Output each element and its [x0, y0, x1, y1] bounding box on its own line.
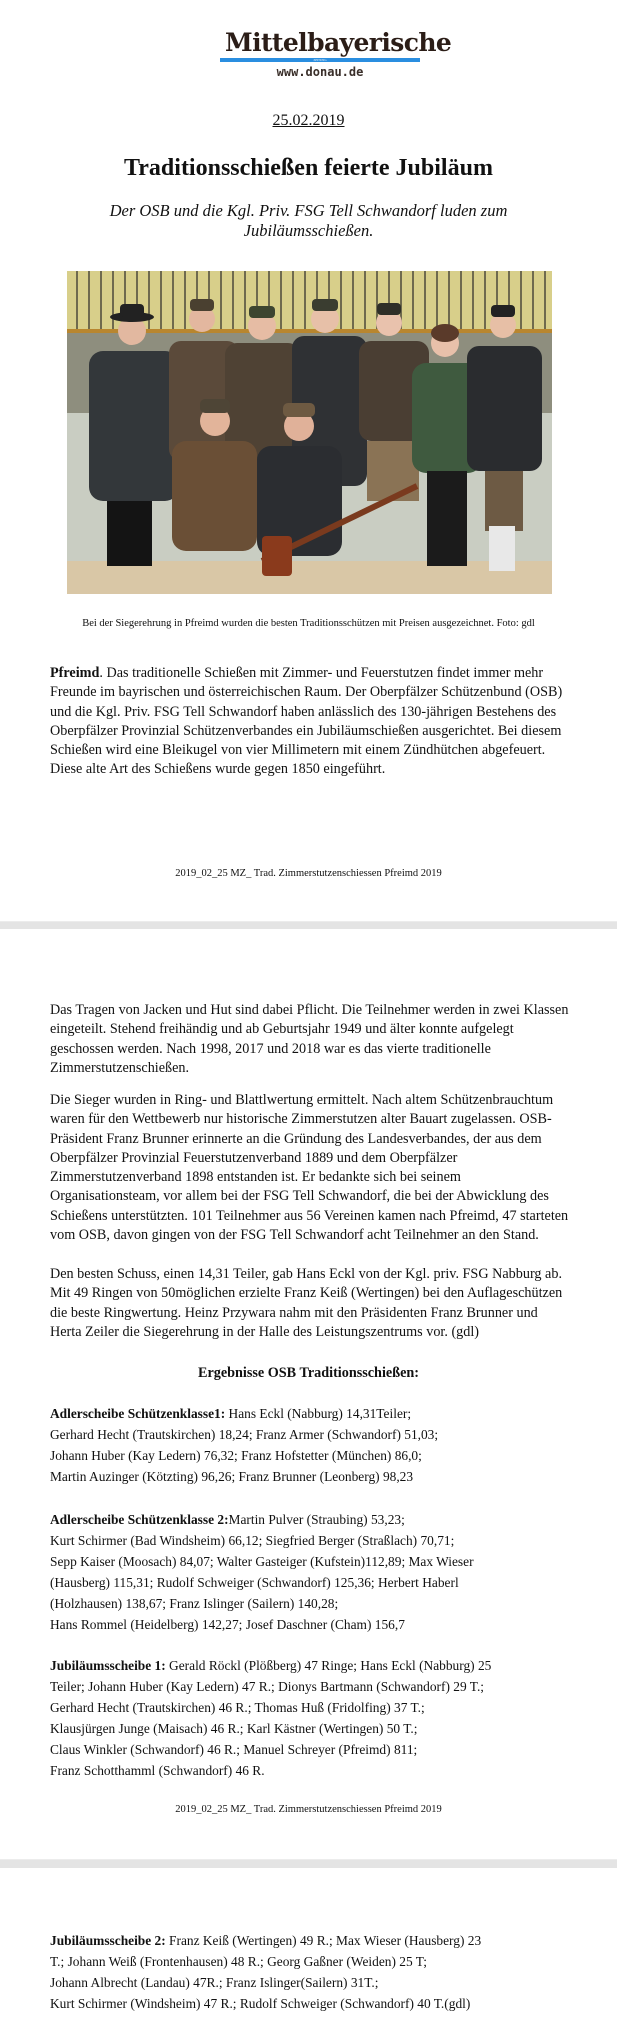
page-1: [0, 0, 617, 918]
results-line: (Holzhausen) 138,67; Franz Islinger (Sailern) 140,28;: [50, 1596, 339, 1611]
page-footer-2: 2019_02_25 MZ_ Trad. Zimmerstutzenschiessen Pfreimd 2019: [175, 1804, 442, 1815]
results-line: Gerhard Hecht (Trautskirchen) 18,24; Franz Armer (Schwandorf) 51,03;: [50, 1427, 439, 1442]
paragraph-text: Den besten Schuss, einen 14,31 Teiler, gab Hans Eckl von der Kgl. priv. FSG Nabburg ab. Mit 49 Ringen von 50möglichen erzielte Franz Keiß (Wertingen) bei den Auflageschützen die beste Ringwertung. Heinz Przywara nahm mit den Präsidenten Franz Brunner und Herta Zeiler die Siegerehrung in der Halle des Leistungszentrums vor. (gdl): [50, 1266, 563, 1340]
results-line: Sepp Kaiser (Moosach) 84,07; Walter Gasteiger (Kufstein)112,89; Max Wieser: [50, 1554, 474, 1569]
results-line: Franz Schotthamml (Schwandorf) 46 R.: [50, 1763, 265, 1778]
results-line: Martin Auzinger (Kötzting) 96,26; Franz Brunner (Leonberg) 98,23: [50, 1469, 414, 1484]
article-date: 25.02.2019: [272, 112, 345, 129]
results-label: Jubiläumsscheibe 2:: [50, 1933, 166, 1948]
results-line: T.; Johann Weiß (Frontenhausen) 48 R.; Georg Gaßner (Weiden) 25 T;: [50, 1954, 427, 1969]
results-line: Kurt Schirmer (Bad Windsheim) 66,12; Siegfried Berger (Straßlach) 70,71;: [50, 1533, 455, 1548]
lead-place: Pfreimd: [50, 665, 100, 681]
logo-tagline: ZEITUNG: [313, 58, 327, 62]
results-line: Martin Pulver (Straubing) 53,23;: [228, 1512, 405, 1527]
lead-paragraph: [50, 664, 570, 780]
page-2: [0, 929, 617, 1844]
newspaper-logo: [225, 28, 452, 79]
results-line: Hans Eckl (Nabburg) 14,31Teiler;: [225, 1406, 412, 1421]
results-line: Johann Huber (Kay Ledern) 76,32; Franz Hofstetter (München) 86,0;: [50, 1448, 422, 1463]
results-line: Hans Rommel (Heidelberg) 142,27; Josef Daschner (Cham) 156,7: [50, 1617, 405, 1632]
results-line: Claus Winkler (Schwandorf) 46 R.; Manuel Schreyer (Pfreimd) 811;: [50, 1742, 418, 1757]
results-line: Gerhard Hecht (Trautskirchen) 46 R.; Thomas Huß (Fridolfing) 37 T.;: [50, 1700, 425, 1715]
paragraph-3: [50, 1265, 570, 1342]
results-label: Adlerscheibe Schützenklasse1:: [50, 1406, 226, 1421]
article-subtitle: Der OSB und die Kgl. Priv. FSG Tell Schwandorf luden zum Jubiläumsschießen.: [109, 201, 508, 240]
logo-bar: [220, 58, 420, 62]
results-line: Johann Albrecht (Landau) 47R.; Franz Islinger(Sailern) 31T.;: [50, 1975, 379, 1990]
paragraph-text: Das Tragen von Jacken und Hut sind dabei Pflicht. Die Teilnehmer werden in zwei Klassen eingeteilt. Stehend freihändig und ab Geburtsjahr 1949 und älter konnte aufgelegt geschossen werden. Nach 1998, 2017 und 2018 war es das vierte traditionelle Zimmerstutzenschießen.: [50, 1002, 569, 1076]
results-line: Kurt Schirmer (Windsheim) 47 R.; Rudolf Schweiger (Schwandorf) 40 T.(gdl): [50, 1996, 471, 2011]
lead-text: . Das traditionelle Schießen mit Zimmer- und Feuerstutzen findet immer mehr Freunde im bayrischen und österreichischen Raum. Der Oberpfälzer Schützenbund (OSB) und die Kgl. Priv. FSG Tell Schwandorf haben anlässlich des 130-jährigen Bestehens des Oberpfälzer Provinzial Schützenverbandes ein Jubiläumschießen ausgerichtet. Bei diesem Schießen wird eine Bleikugel von vier Millimetern mit einem Zündhütchen abgefeuert. Diese alte Art des Schießens wurde gegen 1850 eingeführt.: [50, 665, 563, 778]
results-block-1: [50, 1403, 570, 1487]
results-label: Adlerscheibe Schützenklasse 2:: [50, 1512, 229, 1527]
page-3: [0, 1868, 617, 2027]
article-photo: [67, 271, 552, 594]
logo-wordmark: Mittelbayerische: [225, 28, 452, 57]
results-line: Gerald Röckl (Plößberg) 47 Ringe; Hans Eckl (Nabburg) 25: [165, 1658, 492, 1673]
logo-url: www.donau.de: [276, 65, 364, 79]
paragraph-2: [50, 1091, 570, 1245]
results-block-3: [50, 1655, 570, 1781]
results-line: Franz Keiß (Wertingen) 49 R.; Max Wieser (Hausberg) 23: [165, 1933, 482, 1948]
results-heading: Ergebnisse OSB Traditionsschießen:: [198, 1365, 419, 1381]
results-block-4: [50, 1930, 570, 2014]
article-title: Traditionsschießen feierte Jubiläum: [124, 155, 493, 181]
photo-caption: Bei der Siegerehrung in Pfreimd wurden die besten Traditionsschützen mit Preisen ausgezeichnet. Foto: gdl: [82, 618, 535, 629]
paragraph-1: [50, 1001, 570, 1078]
results-line: (Hausberg) 115,31; Rudolf Schweiger (Schwandorf) 125,36; Herbert Haberl: [50, 1575, 459, 1590]
page-footer-1: 2019_02_25 MZ_ Trad. Zimmerstutzenschiessen Pfreimd 2019: [175, 868, 442, 879]
results-block-2: [50, 1509, 570, 1635]
results-label: Jubiläumsscheibe 1:: [50, 1658, 166, 1673]
results-line: Klausjürgen Junge (Maisach) 46 R.; Karl Kästner (Wertingen) 50 T.;: [50, 1721, 418, 1736]
results-line: Teiler; Johann Huber (Kay Ledern) 47 R.; Dionys Bartmann (Schwandorf) 29 T.;: [50, 1679, 485, 1694]
paragraph-text: Die Sieger wurden in Ring- und Blattlwertung ermittelt. Nach altem Schützenbrauchtum waren für den Wettbewerb nur historische Zimmerstutzen alter Bauart zugelassen. OSB-Präsident Franz Brunner erinnerte an die Gründung des Landesverbandes, der aus dem Oberpfälzer Provinzial Feuerstutzenverband 1889 und dem Oberpfälzer Zimmerstutzenverband 1898 entstanden ist. Er bedankte sich bei seinem Organisationsteam, vor allem bei der FSG Tell Schwandorf, die bei der Abwicklung des Schießens unterstützten. 101 Teilnehmer aus 56 Vereinen kamen nach Pfreimd, 47 starteten vom OSB, davon gingen von der FSG Tell Schwandorf acht Teilnehmer an den Stand.: [50, 1092, 569, 1244]
